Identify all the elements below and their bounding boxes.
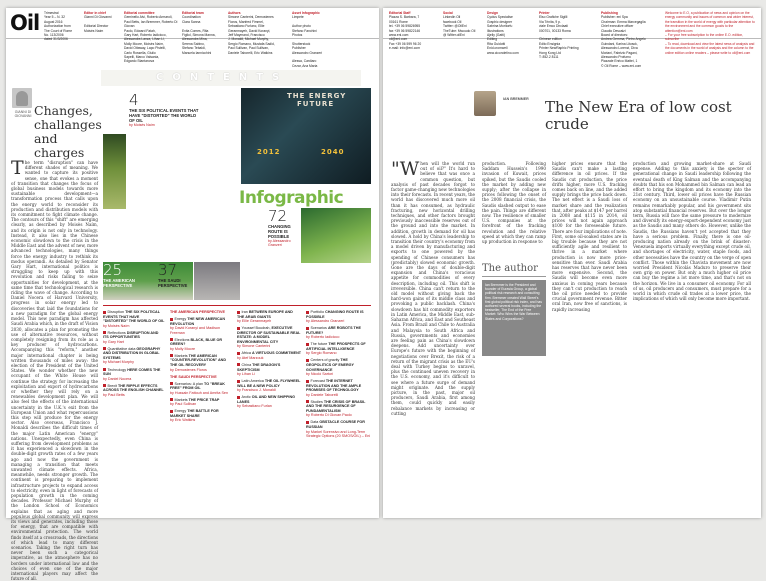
- contents-list-item[interactable]: Latin America THE OIL FLYWHEEL WILL BE A NEW POLICY by Francisco J. Monaldi: [237, 379, 301, 393]
- contents-list-item[interactable]: Data OBSTACLE COURSE FOR RUSSIAN by Markel Sorensivo and Long-Term Strategic Options (20 SMOS/OIL) – Eni: [306, 420, 371, 439]
- contents-list-item[interactable]: Brexit THE RIPPLE EFFECTS ACROSS THE ENGLISH CHANNEL by Paul Betts: [103, 383, 164, 397]
- infographic-label: Infographic: [239, 188, 344, 208]
- masthead-infographic: Asset Infographic Limpete Author photo Stefano Fanchini Photos Shutterstock Publisher Alessandro Granzeri Alessa, Cardiaro Cezar, Ana Maria: [292, 11, 323, 68]
- article-body-1: "When will the world run out of oil?" It's hard to believe that was once a common question, but analysis of past decades forgot to factor game-changing new technologies into their forecasts. In recent years, the world has discovered much more oil than it has consumed, as hydraulic fracturing, new horizontal drilling techniques, and other factors brought previously inaccessible reserves out of the ground and into the market. In addition, growth in demand for oil has slowed. A hold by China's leadership to transition their country's economy from a model driven by manufacturing and exports to one powered by the spending of Chinese consumers has (predictably) slowed economic growth. Gone are the days of double-digit expansion and China's voracious appetite for commodities of every description, including oil. This shift is irreversible. China can't return to the old model without giving back the hard-won gains of its middle class and provoking a public backlash. China's slowdown has hit commodity exporters in Latin America, the Middle East, sub-Saharan Africa, and East and Southeast Asia. From Brazil and Chile to Australia and Malaysia to South Africa and Russia, governments and economies are feeling pain as China's slowdown deepens. Add uncertainty over Europe's future with the beginning of negotiations over Brexit, the risk of a return of the migrant crisis as the EU's deal with Turkey begins to unravel, plus the continued uneven recovery in the U.S. economy, and it's difficult to see where a future surge of demand might originate. And the supply picture, in the past, major oil producers, Saudi Arabia, first among them, could quickly and easily rebalance markets by increasing or cutting: [391, 158, 476, 416]
- contents-list-item[interactable]: Disruption THE SIX POLITICAL EVENTS THAT HAVE "DISTORTED" THE WORLD OF OIL by Moisès Naím: [103, 310, 165, 328]
- masthead-authors: Authors Simone Canterini, Demostenes Floros, Manfred Fimmel, Sebastiano Furlanc, Ellie Geranmayeh, David Koranyi, Jeff Maymand, Francisco J. Monaldi, Michael Murphy, Sergio Romano, Mustafa Sadid, Paul Sullivan, Paul Sullivan, Daniele Taborelli, Eric Watkins: [228, 11, 275, 55]
- photo-road-field: [301, 208, 371, 263]
- author-name: GIANNI DI GIOVANNI: [14, 110, 32, 118]
- contents-list-item[interactable]: Energy THE BATTLE FOR MARKET SHARE by Eric Watkins: [170, 409, 219, 423]
- contents-list-item[interactable]: Forecast THE INTERNET REVOLUTION AND THE AMPLE PROMISES OF TECHNOLOGY by Daniele Taborelli: [306, 379, 362, 397]
- article-title: The New Era of low cost crude: [545, 98, 732, 133]
- masthead-publishing: Publishing Publisher: eni Spa Chairman: Emma Marcegaglia Chief executive officer Claudio Descalzi Board of directors: Andrea Gemma, Pietro Angelo Guindani, Karina Litvack, Alessandro Lorenzi, Diva Moriani, Fabrizio Pagani, Alessandro Profumo Piazzale Enrico Mattei, 1 © Oil Rome – www.eni.com: [601, 11, 646, 68]
- author-bio: Ian Bremmer is the President and founder of Eurasia Group, a global political risk research and consulting firm. Bremmer created Wall Street's first global political risk index, and has authored several books, including the bestseller, The End of the Free Market: Who Wins the War Between States and Corporations?: [482, 280, 546, 356]
- contents-list-item[interactable]: Technology HERE COMES THE SUN by Daniel Nocera: [103, 367, 161, 381]
- contents-list-item[interactable]: Studies THE CRISIS OF BRASIL AND THE RESURGENCE OF FUNDAMENTALISM by Roberto Di Giovan Paolo: [306, 399, 366, 418]
- masthead-social: Social Linkedin Oil facebook Oil Twitter: @OilEni TheTube: Mwoudo Oil @ Witter.oilEni: [443, 11, 476, 38]
- left-page: [6, 8, 379, 581]
- contents-list-item[interactable]: Centers of gravity THE GEOPOLITICS OF ENERGY GOVERNANCE by Nicolò Sartori: [306, 358, 354, 377]
- masthead-committee: Editorial committee Geminello Alvi, Roberto Armaroli, Paul Betts, Ian Bremmer, Roberto Di Giovan Paolo, Edward Fatah, Gary Hart, Roberto Iadicicco, Alessandra Lanza, Lihan Li, Molly Moore, Moisès Naím, David Ottaway, Lapo Pistelli, Carlo Rossella, Giulio Sapelli, Marco Valsania, Edgardo Stantanova: [124, 11, 178, 64]
- article-body-4: production and growing market-share at Saudi expense. Adding to this anxiety is the specter of generational change in Saudi leadership following the eventual death of King Salman and the accompanying doubts that his son Mohammed bin Salman can lead an effort to bring the kingdom and its economy into the 21st century. Third, lower oil prices have the Russian economy on an unsustainable course. Vladimir Putin remains remarkably popular, and his government sits atop substantial financial reserves. But over the longer term, Russia will face the same pressure to modernize and diversify its energy-export-dependent economy just as the Saudis and many others do. However, unlike the Saudis, the Russians haven't yet accepted that they have a serious problem. Finally, there is one oil-producing nation already on the brink of disaster: Venezuela imports virtually everything except crude oil, and shortages of electricity, water, staple foods, and other necessities have the country on the verge of open conflict. Those within the Chavista movement are now worried President Nicolás Maduro to preserve their own grip on power. But only a much higher oil price can buy the regime a lot more time, and that's not on the horizon. We live in a consumer oil economy. For all of us, oil producers and consumers, must prepare for a world in which crude oil trades at a lower price, the implications of which will only become more important.: [633, 161, 751, 302]
- masthead-editorial-team: Editorial team Coordination Clara Sanna Evita Comes, Rita Figliol, Simona Manna, Alessandra Mina, Serena Sabino, Stefano Tebaldi, Manuela Iannicchini: [182, 11, 216, 55]
- editorial-body: The term "disruption" can have different shades of meaning. We wanted to capture its positive sense, one that evokes a moment of transition that changes the focus of global business models towards more sustainable development—a transformation process that calls upon the energy world to reconsider its production and distribution models with its commitment to fight climate change. The contours of this "shift" are emerging clearly, as described by Moisès Naím, and its origin is not only in technology. Instead, it also lies in the Chinese economic slowdown to the crisis in the Middle East and the advent of new, more advanced technologies, many things force the energy industry to rethink its modus operandi. As detailed by Senator Gary Hart, international politics is struggling to keep up with this revolution and risks failing to seize opportunities for development, at the same time that technological research is riding the wave of change. According to Daniel Nocera of Harvard University, progress in solar energy led to discoveries that laid the foundations for a new paradigm for the global energy model. This new paradigm has affected Saudi Arabia which, in the draft of Vision 2030, allocates a plan for promoting the use of alternative resources, without completely resigning from its role as a key producer of hydrocarbons. Accompanying this "reform," another major international chapter is being written thousands of miles away: the election of the President of the United States. We wonder whether the new occupant of the White House will continue the strategy for increasing the exploitation and export of hydrocarbons or whether they will rely on a renewables development plan. We will also feel the effects of the international uncertainty in the U.K.'s exit from the European Union and what repercussions this step will produce for the energy sector. Also overseas, Francisco J. Monaldi describes the difficult times of the major Latin American "energy" nations. Unexpectedly, even China is suffering from development problems as it has experienced a slowdown in the double-digit growth rates of a few years ago and now the government is managing a transition that meets unwanted climate effects. Africa, meanwhile, needs stronger growth. The continent is preparing to implement infrastructure projects to expand access to electricity, even in light of forecasts of population growth in the coming decades. Professor Michael Murphy of the London School of Economics explains that as aging and more populous global community will express its views and generates, including those for energy, that are compatible with environmental protection. The world finds itself at a crossroads, the directions of which lead to many different scenarios. Taking the right turn has never been such a categorical imperative, as the atmosphere has no borders under international law and the choices of even one of the major international players may affect the future of all.: [11, 157, 98, 581]
- contents-list-item[interactable]: Elections BLACK, BLUE OR GREEN? by Molly Moore: [170, 337, 223, 351]
- contents-list-item[interactable]: Youssef Boudrah, EXECUTIVE DIRECTOR OF SUSTAINABLE REAL ESTATE: A MODEL ENVIRONMENTAL CITY by Simone Canterini: [237, 326, 301, 349]
- contents-list-item[interactable]: The future THE PROSPECTS OF ARTIFICIAL INTELLIGENCE by Sergio Romano: [306, 342, 366, 356]
- contents-item-72[interactable]: 72 CHANGING ROUTE IS POSSIBLE by Alessandro Granzeri: [268, 207, 291, 247]
- photo-energy-future: THE ENERGY FUTURE 2012 2040: [241, 88, 371, 184]
- contents-item-4[interactable]: 4 THE SIX POLITICAL EVENTS THAT HAVE "DISTORTED" THE WORLD OF OIL by Moisès Naím: [129, 91, 199, 127]
- contents-list-item[interactable]: Energy THE NEW AMERICAN REVOLUTION by David Koranyi and Madison Freeman: [170, 317, 225, 335]
- masthead-right: [383, 8, 761, 68]
- contents-list-item[interactable]: China THE DRAGON'S SKEPTICISM by Lihan Li: [237, 362, 281, 377]
- contents-list-item[interactable]: Arctic OIL AND NEW SHIPPING LANES by Sebastiano Furlan: [237, 395, 295, 409]
- article-body-2: production. Following Saddam Hussein's 1990 invasion of Kuwait, prices spiked, but the Saudis cooled the market by adding new supply; after the collapse in prices following the onset of the 2008 financial crisis, the Saudis slashed output to ease the pain. Things are different now. The resilience of smaller U.S. companies at the forefront of the fracking revolution and the relative speed at which they can ramp up production in response to: [482, 161, 546, 245]
- contents-list-item[interactable]: Portfolio CHANGING ROUTE IS POSSIBLE by Alessandro Granzeri: [306, 310, 364, 324]
- contents-list-item[interactable]: Iran BETWEEN EUROPE AND THE ARAB GIANTS by Ellie Geranmayeh: [237, 310, 293, 324]
- contents-item-37[interactable]: 37 THE SAUDI PERSPECTIVE: [158, 261, 188, 288]
- contents-list-2: [170, 310, 232, 510]
- editorial-title: Changes, challanges and charges: [34, 103, 102, 160]
- contents-list-item[interactable]: Scenarios: A plan TO "BREAK FREE" FROM OIL by Hussain Fattouh and Amrita Sen: [170, 381, 229, 395]
- photo-forest: [103, 134, 126, 209]
- masthead-editor: Editor in chief Gianni Di Giovanni Editorial Director Moisès Naím: [84, 11, 112, 33]
- right-page: [383, 8, 761, 518]
- contents-list-item[interactable]: Markets THE PRICE TRAP by Paul Sullivan: [170, 397, 220, 407]
- contents-list-item[interactable]: Markets THE AMERICAN "COUNTER-REVOLUTION" AND THE OIL RECOVERY by Demostenes Floros: [170, 353, 227, 372]
- author-avatar: [12, 88, 32, 108]
- contents-list-item[interactable]: Quantitative data GEOGRAPHY AND DISTRIBUTION IN GLOBAL SYSTEMS by Michael Murphy: [103, 346, 161, 365]
- author-box-heading: The author: [482, 263, 546, 277]
- photo-saudi: [194, 262, 240, 300]
- contents-section-heading: THE AMERICAN PERSPECTIVE: [170, 310, 225, 314]
- author-photo-name: IAN BREMMER: [503, 97, 529, 101]
- contents-list-item[interactable]: Scenarios ARE ROBOTS THE FUTURE? by Roberto Iadicicco: [306, 326, 361, 340]
- contents-list-4: [306, 310, 372, 510]
- contents-heading: CONTENTS: [156, 72, 289, 83]
- author-box: [482, 263, 546, 358]
- article-body-3: higher prices ensure that the Saudis can't make a lasting difference in oil prices. If the Saudis cut production, the price drifts higher, more U.S. fracking comes back on line, and the added supply brings the price back down. The net effect is a Saudi loss of market share and the realization that, after peaks at $147 per barrel in 2008 and $115 in 2014, oil prices will not again approach $100 for the foreseeable future. There are four implications of note. First, some oil-soaked states are in big trouble because they are not sufficiently agile and resilient to thrive in a market where production is now more price-sensitive than ever. Saudi Arabia has reserves that have never been more expensive. Second, the Saudis will become even more anxious in coming years because they can't cut production to reach the oil price needed to provide crucial government revenue. Bitter oral Iran, now free of sanctions, is rapidly increasing: [552, 161, 627, 312]
- masthead-design: Design Cyclus Specialise Graphic designer Sabrina Moritorfu Illustrations Ajelly (Gatti) Editing Rita Guidotti Enid.cromwell www.cicondetino.com: [487, 11, 519, 55]
- contents-item-25[interactable]: 25 THE AMERICAN PERSPECTIVE: [103, 261, 135, 288]
- contents-list-1: [103, 310, 165, 510]
- contents-list-item[interactable]: Reflections DISRUPTION AND ITS OPPORTUNITIES by Gary Hart: [103, 330, 159, 344]
- masthead-left: [6, 8, 379, 68]
- contents-section-heading: THE SAUDI PERSPECTIVE: [170, 374, 217, 379]
- divider-red: [103, 305, 371, 306]
- oil-logo: Oil: [10, 11, 40, 35]
- masthead-printer: Printer Elso Grafiche Sigilli Via Trinita, 9 p. viale Emco Dirclaati 000701, 00133 Roma Chinese edition Edito Ensignia Printer NewRaphic Printing Hong Kong Ltd T: 852.2 8111: [539, 11, 579, 60]
- masthead-editorial-staff: Editorial Staff Piazza S. Barbara, 7 00161 Rome tel. +39 06 59826955 fax +39 06 59822146 www.eni.com oil@eni.com Fax +39 06 599 96 20 e-mail: info@eni.com: [389, 11, 422, 51]
- author-photo: [474, 91, 496, 116]
- masthead-welcome: Welcome to E.O, a publication of news and opinion on the energy community and issues of common and wider interest, the transition in the world of energy with particular attention to the environment and the common goods to the attention@eni.com – For your free subscription to the online E.O. edition, subscribe – To read, download and view the latest news of analysis and the documents in the world of analysis and the column to the online edition online readers – please write to oil@eni.com: [665, 11, 755, 55]
- contents-list-3: [237, 310, 301, 510]
- contents-list-item[interactable]: Africa A VIRTUOUS COMMITMENT by Atef Marzouk: [237, 351, 301, 360]
- masthead-issue-info: Trimestral Year 5 – N. 32 August 2016 Authorization from The Court of Rome No. 113/2006 dated 31/3/2006: [44, 11, 73, 42]
